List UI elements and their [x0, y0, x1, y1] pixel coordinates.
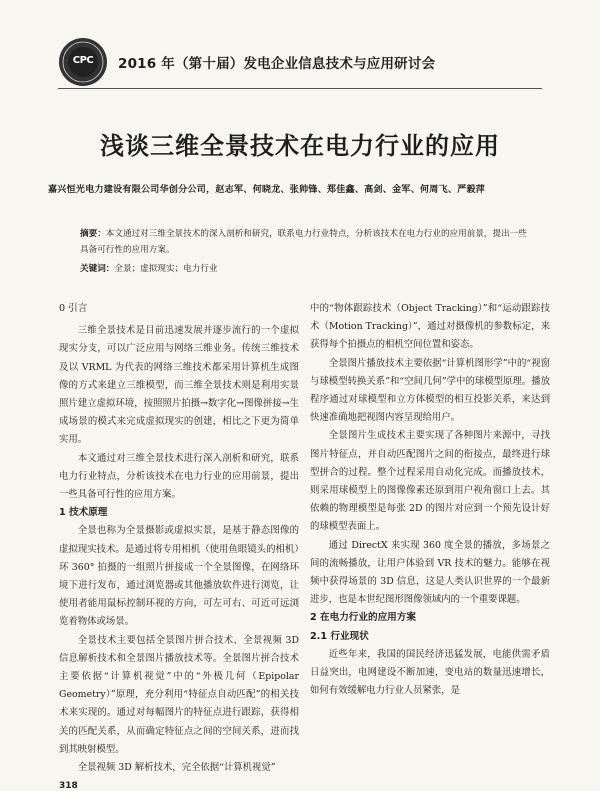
section-heading-application: 2 在电力行业的应用方案: [310, 612, 416, 624]
conference-logo: [58, 37, 108, 87]
keywords-text: 全景；虚拟现实；电力行业: [114, 264, 218, 274]
section-heading-intro: 0 引言: [59, 303, 88, 314]
conference-title: 2016 年（第十届）发电企业信息技术与应用研讨会: [118, 56, 436, 72]
paragraph: 通过 DirectX 来实现 360 度全景的播放，多场景之间的流畅播放，让用户体验到 VR 技术的魅力。能够在视频中获得场景的 3D 信息，这是人类认识世界的一个最新进步，也是本世纪图形图像领域内的一个重要课题。: [310, 539, 550, 606]
paper-title: 浅谈三维全景技术在电力行业的应用: [100, 132, 500, 160]
section-heading-principle: 1 技术原理: [59, 507, 108, 519]
paper-authors: 嘉兴恒光电力建设有限公司华创分公司，赵志军、何晓龙、张帅锋、郑佳鑫、高剑、金军、何周飞、严毅萍: [48, 185, 486, 195]
paragraph: 本文通过对三维全景技术进行深入剖析和研究，联系电力行业特点，分析该技术在电力行业的应用前景，提出一些具备可行性的应用方案。: [59, 452, 299, 501]
page-number: 318: [59, 781, 78, 791]
left-column: [59, 300, 299, 777]
paragraph: 全景图片播放技术主要依据“计算机图形学”中的“视窗与球模型转换关系”和“空间几何”学中的球模型原理。播放程序通过对球模型和立方体模型的相互投影关系，来达到快速准确地把视图内容呈现给用户。: [310, 357, 550, 424]
right-column: [310, 300, 550, 700]
paragraph: 三维全景技术是目前迅速发展并逐步流行的一个虚拟现实分支，可以广泛应用与网络三维业务。传统三维技术及以 VRML 为代表的网络三维技术都采用计算机生成图像的方式来建立三维模型，而三维全景技术则是利用实景照片建立虚拟环境，按照照片拍摄→数字化→图像拼接→生成场景的模式来完成虚拟现实的创建，相比之下更为简单实用。: [59, 325, 299, 446]
paragraph: 近些年来，我国的国民经济迅猛发展，电能供需矛盾日益突出，电网建设不断加速，变电站的数量迅速增长，如何有效缓解电力行业人员紧张，是: [310, 648, 550, 697]
logo-text: CPC: [72, 55, 94, 66]
subsection-heading-status: 2.1 行业现状: [310, 630, 369, 642]
abstract-text: 本文通过对三维全景技术的深入剖析和研究，联系电力行业特点，分析该技术在电力行业的应用前景，提出一些具备可行性的应用方案。: [80, 229, 527, 255]
keywords: [80, 262, 530, 274]
conference-header: [58, 37, 435, 87]
keywords-label: 关键词：: [80, 264, 115, 274]
paragraph: 全景技术主要包括全景图片拼合技术、全景视频 3D 信息解析技术和全景图片播放技术等。全景图片拼合技术主要依据“计算机视觉”中的“外极几何（Epipolar Geometry）”原理，充分利用“特征点自动匹配”的相关技术来实现的。通过对每幅图片的特征点进行跟踪，获得相关的匹配关系，从而确定特征点之间的空间关系，进而找到其映射模型。: [59, 634, 299, 755]
abstract: [80, 226, 530, 258]
paragraph: 全景图片生成技术主要实现了各种图片来源中，寻找图片特征点，并自动匹配图片之间的衔接点，最终进行球型拼合的过程。整个过程采用自动化完成。而播放技术，则采用球模型上的图像像素还原到用户视角窗口上去。其依赖的物理模型是每张 2D 的图片对应到一个预先设计好的球模型表面上。: [310, 430, 550, 533]
header-divider: [58, 88, 542, 89]
paragraph: 全景视频 3D 解析技术，完全依据“计算机视觉”: [77, 762, 276, 774]
abstract-label: 摘要：: [80, 229, 106, 239]
paragraph: 全景也称为全景摄影或虚拟实景，是基于静态图像的虚拟现实技术。是通过将专用相机（使用鱼眼镜头的相机）环 360° 拍摄的一组照片拼接成一个全景图像，在网络环境下进行发布，通过浏览器或其他播放软件进行浏览，让使用者能用鼠标控制环视的方向，可左可右、可近可远浏览着物体或场景。: [59, 525, 299, 628]
paragraph: 中的“物体跟踪技术（Object Tracking）”和“运动跟踪技术（Motion Tracking）”，通过对摄像机的参数标定，来获得每个拍摄点的相机空间位置和姿态。: [310, 303, 550, 351]
